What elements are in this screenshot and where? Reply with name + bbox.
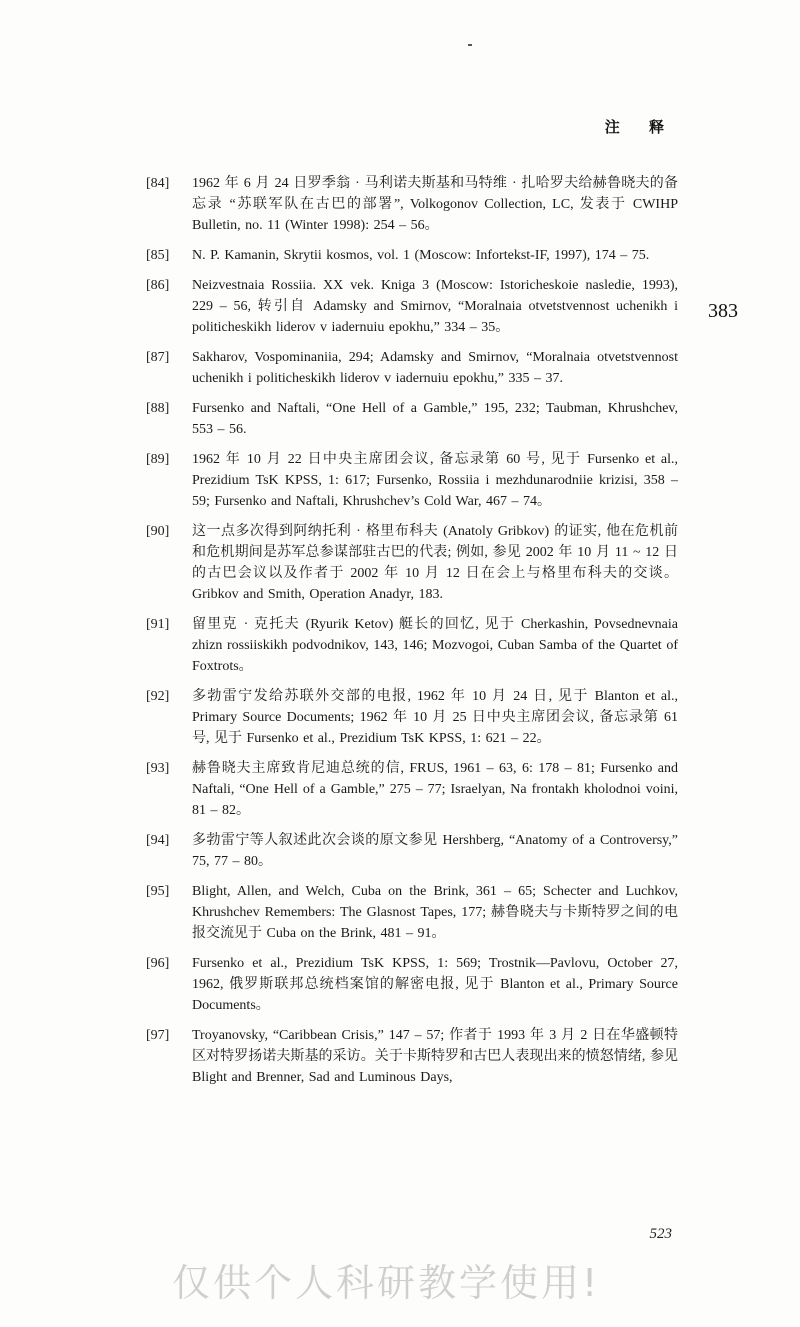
note-97 xyxy=(146,1025,678,1088)
note-text: 多勃雷宁等人叙述此次会谈的原文参见 Hershberg, “Anatomy of a Controversy,” 75, 77 – 80。 xyxy=(192,833,678,869)
note-text: Fursenko and Naftali, “One Hell of a Gamble,” 195, 232; Taubman, Khrushchev, 553 – 56. xyxy=(192,401,678,437)
note-text: N. P. Kamanin, Skrytii kosmos, vol. 1 (Moscow: Infortekst-IF, 1997), 174 – 75. xyxy=(192,248,650,263)
note-92 xyxy=(146,686,678,749)
note-number: [93] xyxy=(146,761,170,776)
note-96 xyxy=(146,953,678,1016)
note-text: 多勃雷宁发给苏联外交部的电报, 1962 年 10 月 24 日, 见于 Blanton et al., Primary Source Documents; 1962 年 10 月 25 日中央主席团会议, 备忘录第 61 号, 见于 Fursenko et al., Prezidium TsK KPSS, 1: 621 – 22。 xyxy=(192,689,678,746)
note-87 xyxy=(146,347,678,389)
note-93 xyxy=(146,758,678,821)
note-text: 这一点多次得到阿纳托利 · 格里布科夫 (Anatoly Gribkov) 的证实, 他在危机前和危机期间是苏军总参谋部驻古巴的代表; 例如, 参见 2002 年 10 月 11 ~ 12 日的古巴会议以及作者于 2002 年 10 月 12 日在会上与格里布科夫的交谈。Gribkov and Smith, Operation Anadyr, 183. xyxy=(192,524,678,602)
note-number: [88] xyxy=(146,401,170,416)
note-91 xyxy=(146,614,678,677)
note-90 xyxy=(146,521,678,605)
note-text: Troyanovsky, “Caribbean Crisis,” 147 – 57; 作者于 1993 年 3 月 2 日在华盛顿特区对特罗扬诺夫斯基的采访。关于卡斯特罗和古巴人表现出来的愤怒情绪, 参见 Blight and Brenner, Sad and Luminous Days, xyxy=(192,1028,678,1085)
note-text: Fursenko et al., Prezidium TsK KPSS, 1: 569; Trostnik—Pavlovu, October 27, 1962, 俄罗斯联邦总统档案馆的解密电报, 见于 Blanton et al., Primary Source Documents。 xyxy=(192,956,678,1013)
note-text: 留里克 · 克托夫 (Ryurik Ketov) 艇长的回忆, 见于 Cherkashin, Povsednevnaia zhizn rossiiskikh podvodnikov, 143, 146; Mozvogoi, Cuban Samba of the Quartet of Foxtrots。 xyxy=(192,617,678,674)
note-text: 赫鲁晓夫主席致肯尼迪总统的信, FRUS, 1961 – 63, 6: 178 – 81; Fursenko and Naftali, “One Hell of a Gamble,” 275 – 77; Israelyan, Na frontakh kholodnoi voini, 81 – 82。 xyxy=(192,761,678,818)
note-number: [96] xyxy=(146,956,170,971)
margin-page-number: 383 xyxy=(708,300,738,322)
note-88 xyxy=(146,398,678,440)
note-86 xyxy=(146,275,678,338)
note-number: [92] xyxy=(146,689,170,704)
watermark: 仅供个人科研教学使用! xyxy=(172,1261,601,1305)
note-text: Sakharov, Vospominaniia, 294; Adamsky and Smirnov, “Moralnaia otvetstvennost uchenikh i politicheskikh liderov v iadernuiu epokhu,” 335 – 37. xyxy=(192,350,678,386)
note-number: [95] xyxy=(146,884,170,899)
note-89 xyxy=(146,449,678,512)
note-text: 1962 年 10 月 22 日中央主席团会议, 备忘录第 60 号, 见于 Fursenko et al., Prezidium TsK KPSS, 1: 617; Fursenko, Rossiia i mezhdunarodniie krizisi, 358 – 59; Fursenko and Naftali, Khrushchev’s Cold War, 467 – 74。 xyxy=(192,452,678,509)
running-head: 注 释 xyxy=(604,118,676,136)
note-85 xyxy=(146,245,678,266)
note-number: [91] xyxy=(146,617,170,632)
note-number: [97] xyxy=(146,1028,170,1043)
note-number: [87] xyxy=(146,350,170,365)
note-number: [94] xyxy=(146,833,170,848)
note-number: [89] xyxy=(146,452,170,467)
note-text: 1962 年 6 月 24 日罗季翁 · 马利诺夫斯基和马特维 · 扎哈罗夫给赫鲁晓夫的备忘录 “苏联军队在古巴的部署”, Volkogonov Collection, LC, 发表于 CWIHP Bulletin, no. 11 (Winter 1998): 254 – 56。 xyxy=(192,176,678,233)
page-top-mark xyxy=(468,44,472,46)
note-94 xyxy=(146,830,678,872)
note-95 xyxy=(146,881,678,944)
note-number: [85] xyxy=(146,248,170,263)
note-number: [84] xyxy=(146,176,170,191)
note-text: Blight, Allen, and Welch, Cuba on the Brink, 361 – 65; Schecter and Luchkov, Khrushchev Remembers: The Glasnost Tapes, 177; 赫鲁晓夫与卡斯特罗之间的电报交流见于 Cuba on the Brink, 481 – 91。 xyxy=(192,884,678,941)
note-84 xyxy=(146,173,678,236)
page-number: 523 xyxy=(649,1226,672,1242)
note-number: [86] xyxy=(146,278,170,293)
notes-list xyxy=(146,173,678,1097)
note-text: Neizvestnaia Rossiia. XX vek. Kniga 3 (Moscow: Istoricheskoie nasledie, 1993), 229 – 56, 转引自 Adamsky and Smirnov, “Moralnaia otvetstvennost uchenikh i politicheskikh liderov v iadernuiu epokhu,” 334 – 35。 xyxy=(192,278,678,335)
note-number: [90] xyxy=(146,524,170,539)
